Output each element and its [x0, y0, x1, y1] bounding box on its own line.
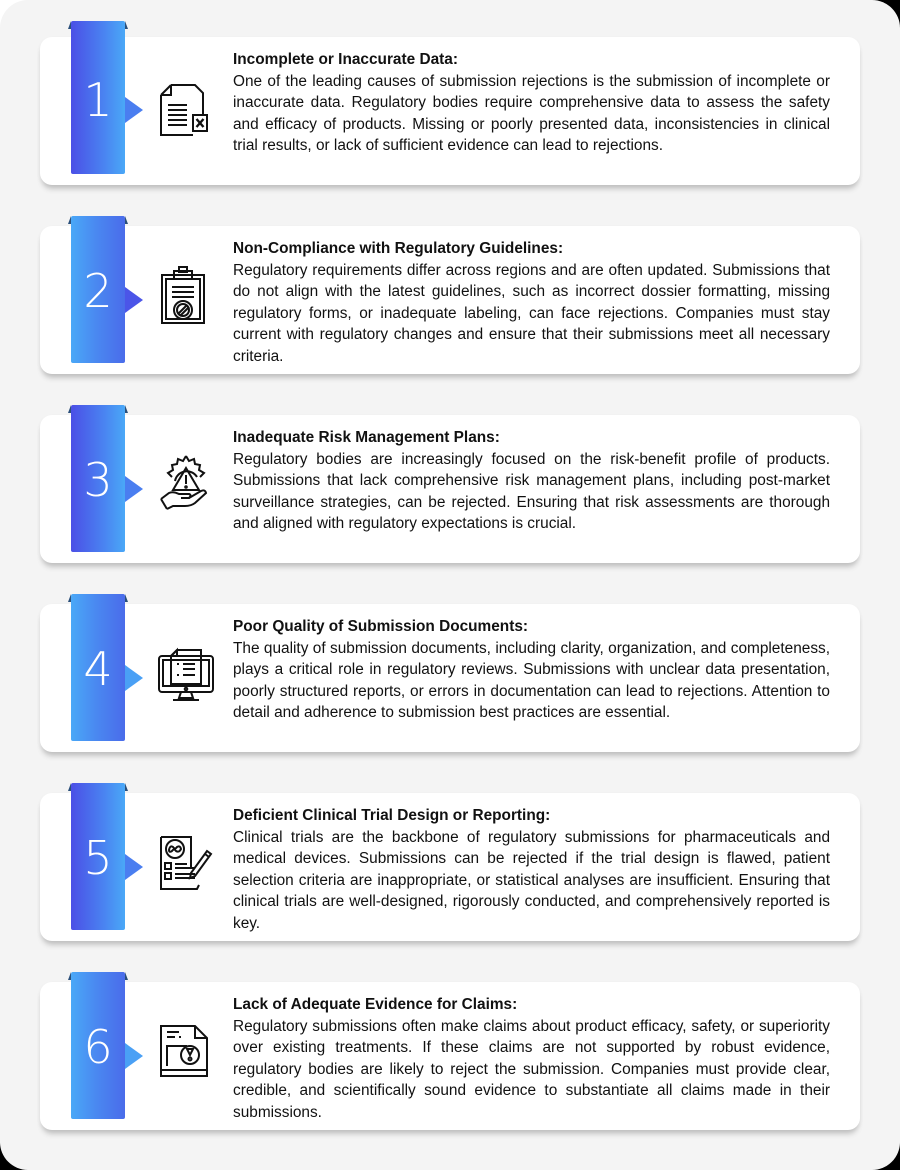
document-reject-icon [157, 81, 215, 139]
pointer-arrow-icon [125, 97, 143, 123]
item-text [233, 427, 830, 535]
risk-management-hand-gear-icon [157, 453, 215, 511]
item-body: Regulatory requirements differ across regions and are often updated. Submissions that do not align with the latest guidelines, such as incorrect dossier formatting, missing regulatory forms, or inadequate labeling, can face rejections. Companies must stay current with regulatory changes and ensure that their submissions meet all necessary criteria. [233, 261, 830, 365]
item-title: Inadequate Risk Management Plans: [233, 429, 500, 446]
number-tab [71, 21, 125, 174]
item-body: Regulatory submissions often make claims about product efficacy, safety, or superiority over existing treatments. If these claims are not supported by robust evidence, regulatory bodies are likely to reject the submission. Companies must provide clear, credible, and scientifically sound evidence to substantiate all claims made in their submissions. [233, 1017, 830, 1121]
item-title: Lack of Adequate Evidence for Claims: [233, 996, 518, 1013]
monitor-document-icon [157, 644, 215, 702]
item-body: The quality of submission documents, including clarity, organization, and completeness, plays a critical role in regulatory reviews. Submissions with unclear data presentation, poorly structured reports, or errors in documentation can lead to rejections. Attention to detail and adherence to submission best practices are essential. [233, 639, 830, 722]
number-tab [71, 216, 125, 363]
item-text [233, 616, 830, 724]
item-text [233, 238, 830, 368]
item-body: Regulatory bodies are increasingly focused on the risk-benefit profile of products. Submissions that lack comprehensive risk management plans, including post-market surveillance strategies, can be rejected. Ensuring that risk assessments are thorough and aligned with regulatory expectations is crucial. [233, 450, 830, 533]
clipboard-prohibited-icon [157, 266, 215, 324]
item-title: Deficient Clinical Trial Design or Reporting: [233, 807, 551, 824]
item-number: 2 [83, 264, 113, 318]
pointer-arrow-icon [125, 476, 143, 502]
item-text [233, 994, 830, 1124]
pointer-arrow-icon [125, 287, 143, 313]
number-tab [71, 972, 125, 1119]
item-title: Non-Compliance with Regulatory Guidelines: [233, 240, 564, 257]
item-number: 1 [83, 73, 113, 127]
item-body: Clinical trials are the backbone of regulatory submissions for pharmaceuticals and medical devices. Submissions can be rejected if the trial design is flawed, patient selection criteria are inappropriate, or statistical analyses are insufficient. Ensuring that clinical trials are well-designed, rigorously conducted, and comprehensively reported is key. [233, 828, 830, 932]
item-number: 3 [83, 453, 113, 507]
pointer-arrow-icon [125, 854, 143, 880]
item-title: Incomplete or Inaccurate Data: [233, 51, 458, 68]
item-number: 4 [83, 642, 113, 696]
clinical-report-pen-icon [157, 833, 215, 891]
pointer-arrow-icon [125, 1043, 143, 1069]
item-title: Poor Quality of Submission Documents: [233, 618, 529, 635]
item-number: 6 [83, 1020, 113, 1074]
file-warning-icon [157, 1022, 215, 1080]
number-tab [71, 783, 125, 930]
number-tab [71, 594, 125, 741]
item-number: 5 [83, 831, 113, 885]
item-body: One of the leading causes of submission rejections is the submission of incomplete or inaccurate data. Regulatory bodies require comprehensive data to assess the safety and efficacy of products. Missing or poorly presented data, inconsistencies in clinical trial results, or lack of sufficient evidence can lead to rejections. [233, 72, 830, 155]
item-text [233, 49, 830, 157]
pointer-arrow-icon [125, 665, 143, 691]
item-text [233, 805, 830, 935]
number-tab [71, 405, 125, 552]
